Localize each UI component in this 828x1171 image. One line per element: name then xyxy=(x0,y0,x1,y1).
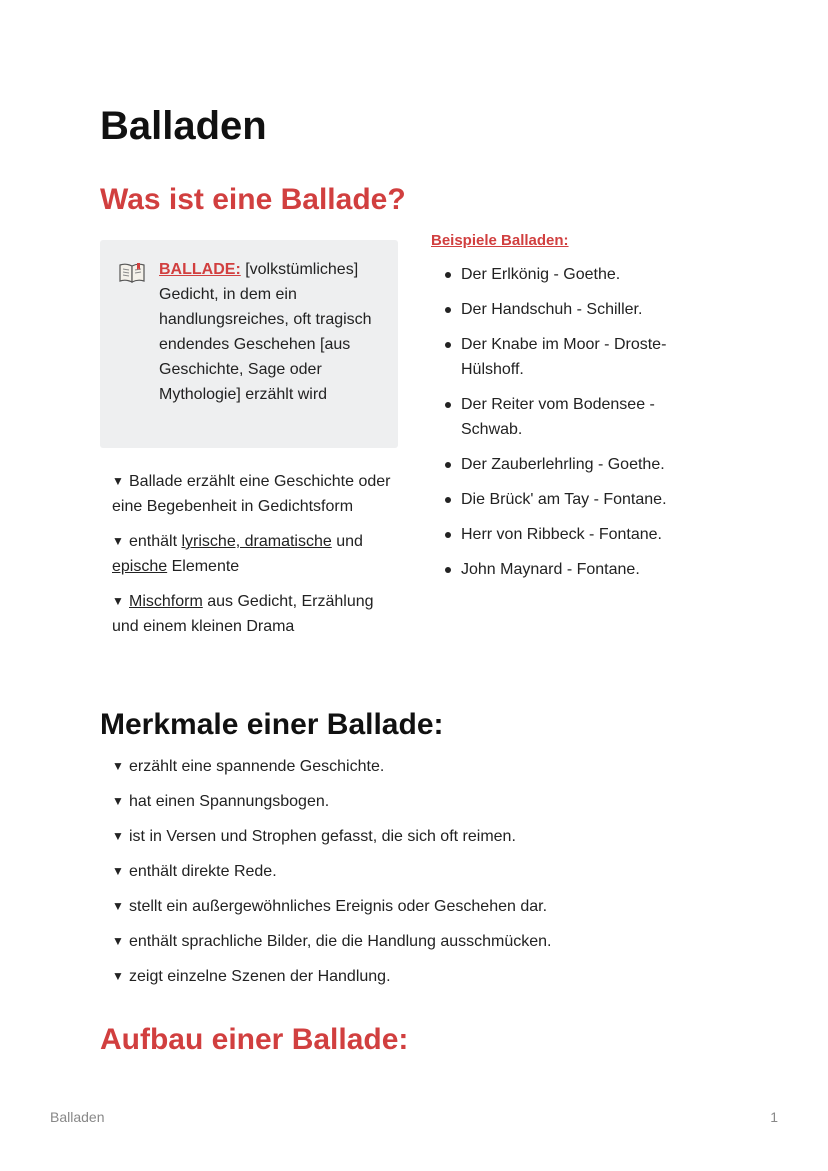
page-title: Balladen xyxy=(100,104,267,148)
footer-title: Balladen xyxy=(50,1109,105,1125)
triangle-bullet-icon: ▼ xyxy=(112,794,124,808)
open-book-icon xyxy=(118,262,146,284)
definition-text xyxy=(159,257,384,407)
list-item: ▼ enthält lyrische, dramatische und epische Elemente xyxy=(112,529,402,579)
list-item: ▼ Ballade erzählt eine Geschichte oder eine Begebenheit in Gedichtsform xyxy=(112,469,402,519)
list-item: ▼ stellt ein außergewöhnliches Ereignis oder Geschehen dar. xyxy=(112,894,772,919)
list-item: Der Erlkönig - Goethe. xyxy=(443,262,693,287)
heading-aufbau: Aufbau einer Ballade: xyxy=(100,1023,409,1056)
list-item: Der Zauberlehrling - Goethe. xyxy=(443,452,693,477)
list-item: Der Handschuh - Schiller. xyxy=(443,297,693,322)
list-item: Die Brück' am Tay - Fontane. xyxy=(443,487,693,512)
triangle-bullet-icon: ▼ xyxy=(112,864,124,878)
list-item: Der Reiter vom Bodensee - Schwab. xyxy=(443,392,693,442)
definition-body: [volkstümliches] Gedicht, in dem ein handlungsreiches, oft tragisch endendes Geschehen [aus Geschichte, Sage oder Mythologie] erzählt wird xyxy=(159,261,372,403)
definition-points-list xyxy=(112,469,402,649)
examples-list xyxy=(443,262,693,592)
triangle-bullet-icon: ▼ xyxy=(112,899,124,913)
merkmale-list xyxy=(112,754,772,999)
list-item: ▼ zeigt einzelne Szenen der Handlung. xyxy=(112,964,772,989)
list-item: Der Knabe im Moor - Droste-Hülshoff. xyxy=(443,332,693,382)
list-item: ▼ ist in Versen und Strophen gefasst, die sich oft reimen. xyxy=(112,824,772,849)
triangle-bullet-icon: ▼ xyxy=(112,594,124,608)
triangle-bullet-icon: ▼ xyxy=(112,969,124,983)
list-item: ▼ erzählt eine spannende Geschichte. xyxy=(112,754,772,779)
triangle-bullet-icon: ▼ xyxy=(112,829,124,843)
list-item: ▼ hat einen Spannungsbogen. xyxy=(112,789,772,814)
definition-term: BALLADE: xyxy=(159,261,241,278)
list-item: ▼ enthält direkte Rede. xyxy=(112,859,772,884)
examples-heading: Beispiele Balladen: xyxy=(431,232,569,249)
triangle-bullet-icon: ▼ xyxy=(112,534,124,548)
list-item: ▼ Mischform aus Gedicht, Erzählung und einem kleinen Drama xyxy=(112,589,402,639)
list-item: Herr von Ribbeck - Fontane. xyxy=(443,522,693,547)
heading-merkmale: Merkmale einer Ballade: xyxy=(100,708,444,741)
footer-page-number: 1 xyxy=(770,1109,778,1125)
triangle-bullet-icon: ▼ xyxy=(112,934,124,948)
triangle-bullet-icon: ▼ xyxy=(112,759,124,773)
definition-callout xyxy=(100,240,398,448)
list-item: ▼ enthält sprachliche Bilder, die die Handlung ausschmücken. xyxy=(112,929,772,954)
list-item: John Maynard - Fontane. xyxy=(443,557,693,582)
heading-was-ist-eine-ballade: Was ist eine Ballade? xyxy=(100,183,406,216)
triangle-bullet-icon: ▼ xyxy=(112,474,124,488)
